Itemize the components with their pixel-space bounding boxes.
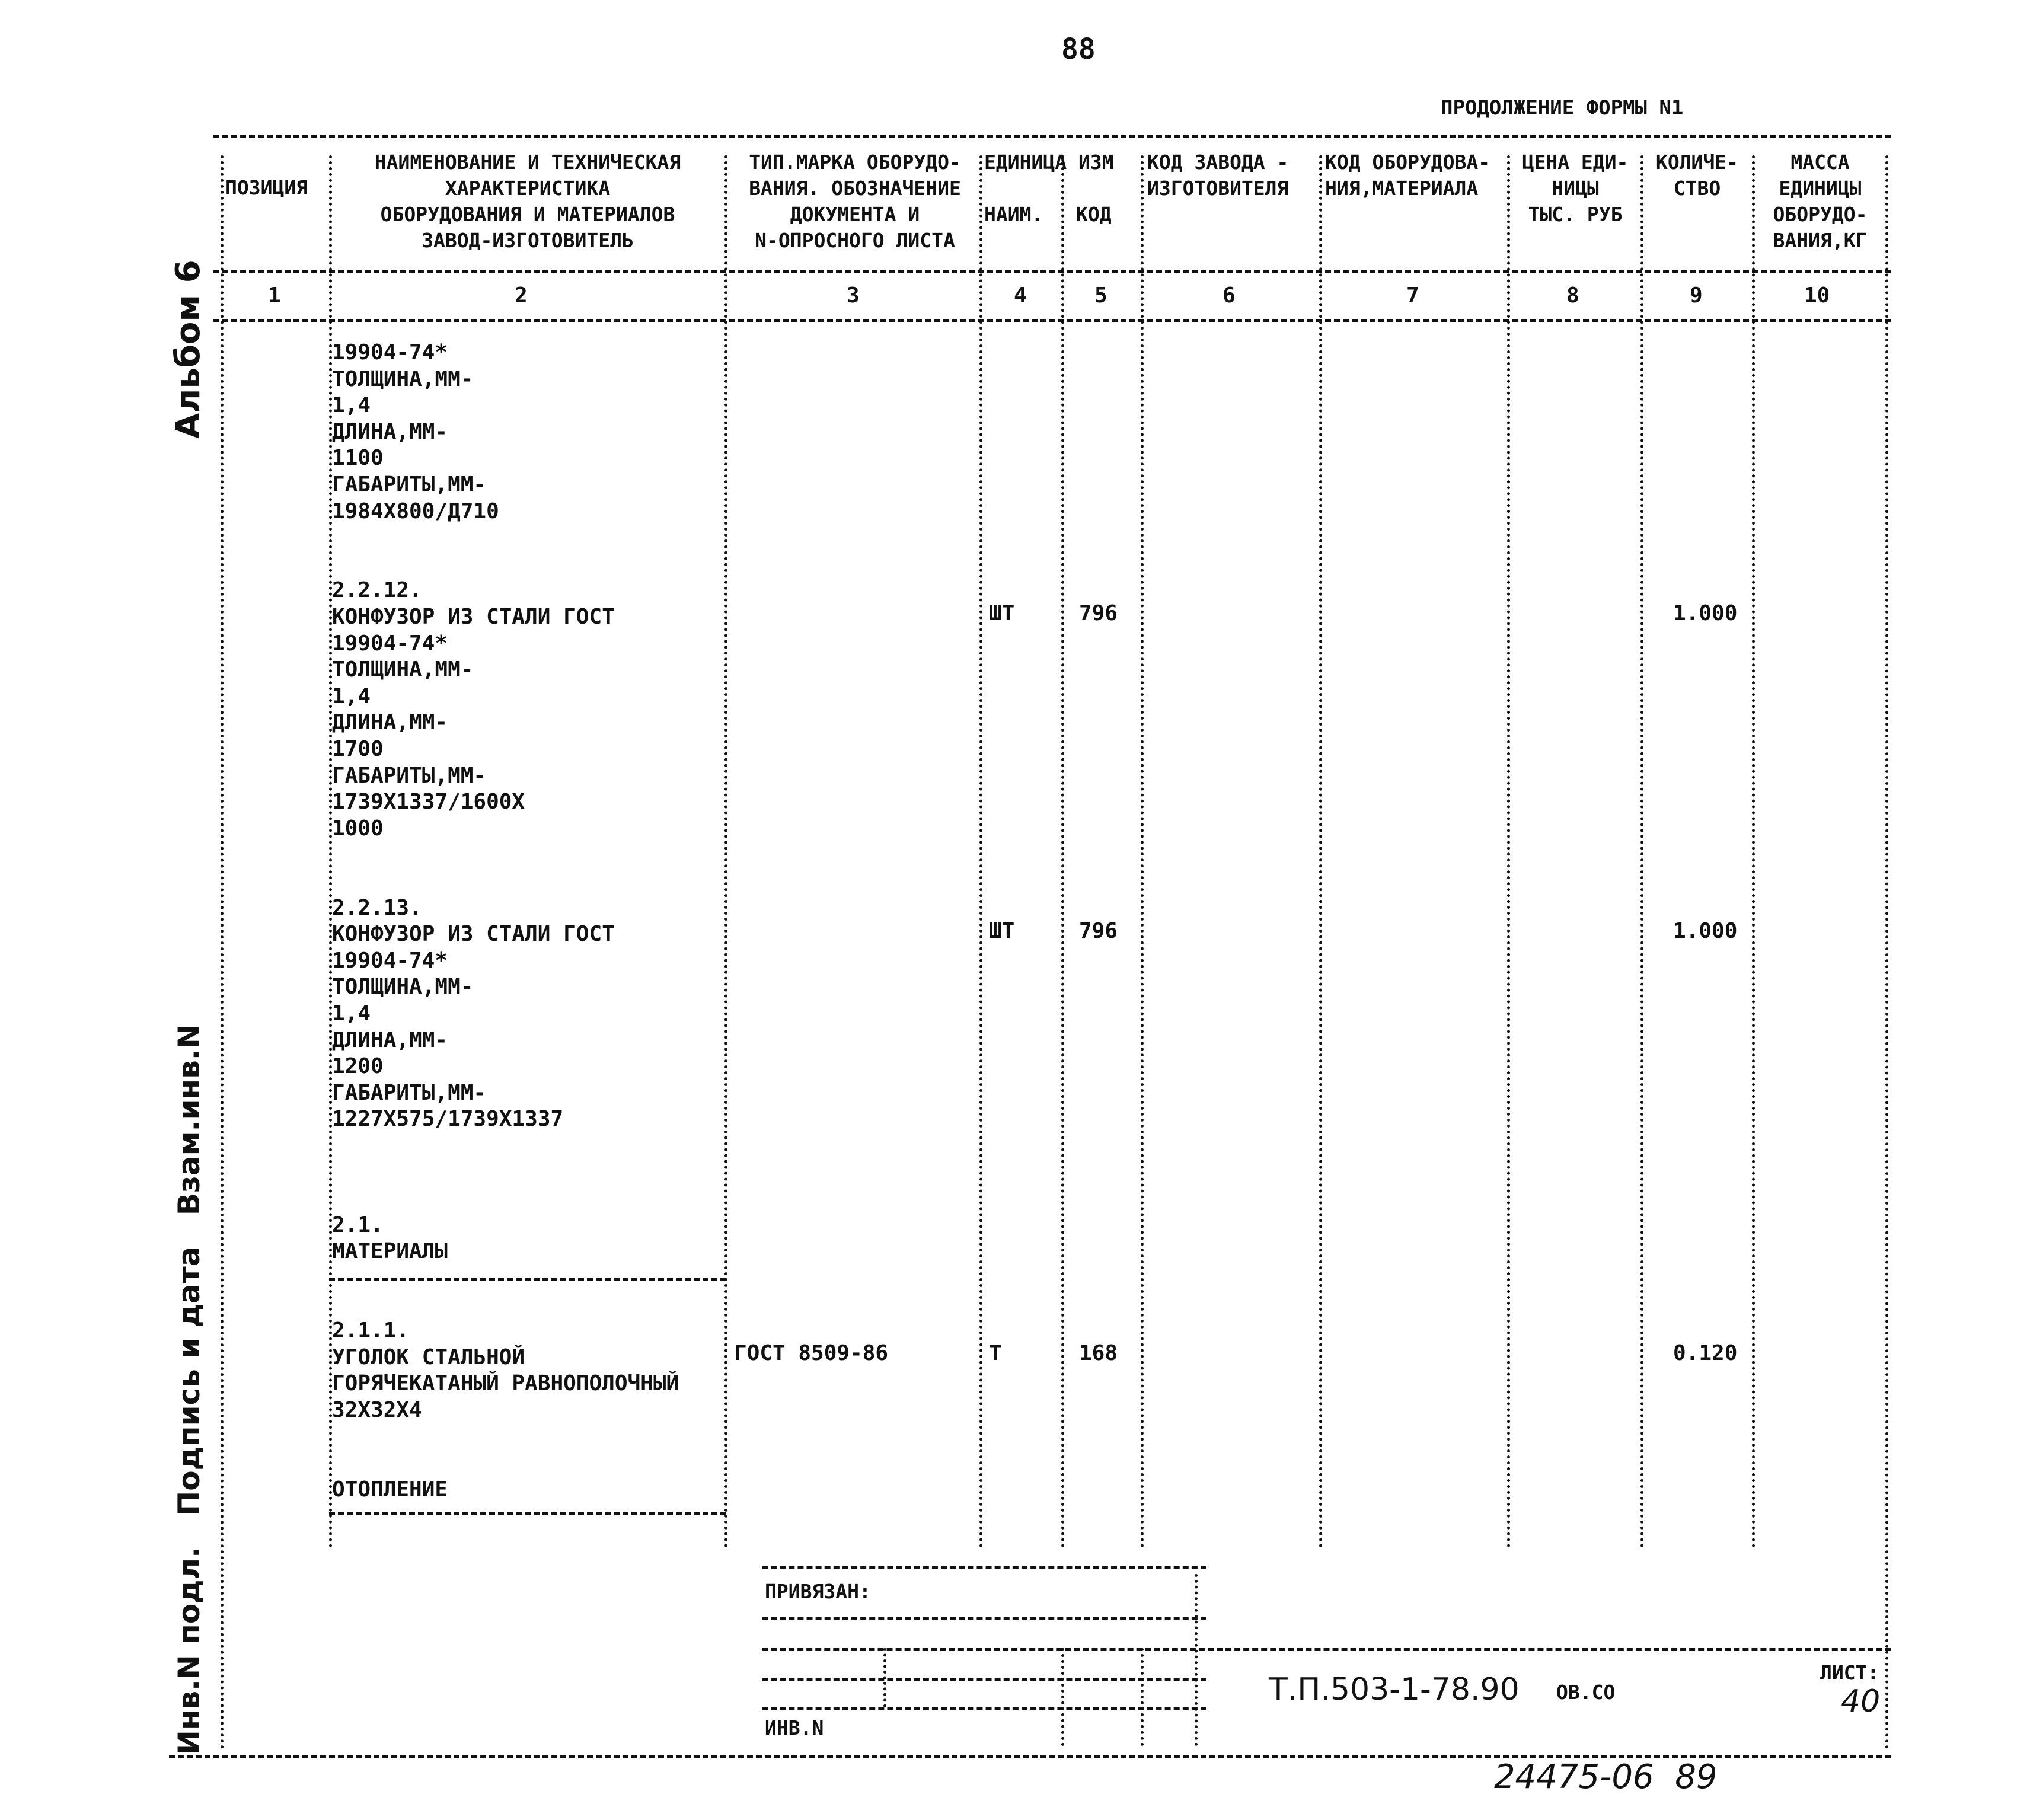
header-factory-code: КОД ЗАВОДА - ИЗГОТОВИТЕЛЯ [1147, 151, 1289, 200]
col-number-4: 4 [1014, 283, 1027, 308]
col2-line: 1739Х1337/1600Х [332, 790, 525, 815]
stamp-privyazan: ПРИВЯЗАН: [765, 1580, 871, 1603]
col2-line: 2.2.13. [332, 895, 422, 920]
col2-line: 1227Х575/1739Х1337 [332, 1107, 564, 1132]
stamp-sheet-number: 40 [1841, 1684, 1881, 1719]
stamp-sep-d [883, 1648, 886, 1707]
col-sep-6 [1319, 155, 1322, 1548]
stamp-rule-4 [762, 1678, 1206, 1681]
col-sep-5 [1141, 155, 1144, 1548]
col2-line: 1700 [332, 737, 384, 761]
footer-handwritten-number: 24475-06 89 [1494, 1758, 1718, 1796]
stamp-sep-c [1141, 1648, 1144, 1746]
page-number: 88 [1061, 33, 1096, 66]
stamp-rule-2 [762, 1617, 1206, 1620]
col-number-5: 5 [1094, 283, 1107, 308]
entry3-unit: Т [989, 1341, 1002, 1365]
col2-line: 1000 [332, 816, 384, 841]
col-number-7: 7 [1406, 283, 1419, 308]
entry1-qty: 1.000 [1673, 601, 1738, 625]
entry3-code: 168 [1079, 1341, 1118, 1365]
col-number-10: 10 [1804, 283, 1830, 308]
col2-line: 2.1. [332, 1212, 384, 1237]
col2-line: 19904-74* [332, 631, 448, 656]
col2-line: 1100 [332, 446, 384, 471]
col-number-2: 2 [515, 283, 528, 308]
entry3-doc: ГОСТ 8509-86 [734, 1341, 889, 1365]
col-sep-4 [1061, 155, 1064, 1548]
col2-line: 1,4 [332, 393, 371, 418]
col2-line: 1,4 [332, 684, 371, 708]
entry1-unit: ШТ [989, 601, 1015, 625]
stamp-sep-b [1061, 1648, 1064, 1746]
entry2-qty: 1.000 [1673, 919, 1738, 943]
col-sep-0 [221, 155, 224, 1750]
header-bottom-rule [213, 270, 1891, 273]
header-price: ЦЕНА ЕДИ- НИЦЫ ТЫС. РУБ [1522, 151, 1629, 226]
side-stamp-label: Инв.N подл. Подпись и дата Взам.инв.N [172, 1024, 206, 1755]
col2-line: ТОЛЩИНА,ММ- [332, 366, 474, 391]
col2-line: 1,4 [332, 1001, 371, 1026]
col2-line: КОНФУЗОР ИЗ СТАЛИ ГОСТ [332, 605, 615, 629]
col-sep-3 [979, 155, 982, 1548]
col-sep-9 [1752, 155, 1755, 1548]
col2-line: 1200 [332, 1054, 384, 1079]
stamp-sheet-label: ЛИСТ: [1820, 1661, 1879, 1684]
col-number-3: 3 [847, 283, 860, 308]
col2-line: ГАБАРИТЫ,ММ- [332, 1080, 487, 1105]
stamp-doc-code: Т.П.503-1-78.90 [1269, 1672, 1520, 1707]
header-unit-name: НАИМ. [984, 203, 1043, 226]
col2-line: ОТОПЛЕНИЕ [332, 1477, 448, 1502]
stamp-doc-suffix: ОВ.СО [1556, 1681, 1616, 1704]
col-sep-10 [1885, 155, 1888, 1750]
header-name: НАИМЕНОВАНИЕ И ТЕХНИЧЕСКАЯ ХАРАКТЕРИСТИКА ОБОРУДОВАНИЯ И МАТЕРИАЛОВ ЗАВОД-ИЗГОТОВИТЕЛЬ [374, 151, 681, 252]
header-mass: МАССА ЕДИНИЦЫ ОБОРУДО- ВАНИЯ,КГ [1773, 151, 1868, 252]
heating-underline [329, 1512, 726, 1515]
materials-underline [329, 1278, 726, 1281]
col2-line: ТОЛЩИНА,ММ- [332, 975, 474, 1000]
col-sep-8 [1640, 155, 1643, 1548]
header-unit: ЕДИНИЦА ИЗМ [984, 151, 1114, 174]
col2-line: 1984Х800/Д710 [332, 499, 499, 523]
column-number-rule [213, 319, 1891, 322]
entry3-qty: 0.120 [1673, 1341, 1738, 1365]
entry2-unit: ШТ [989, 919, 1015, 943]
stamp-rule-5 [762, 1707, 1206, 1710]
entry2-code: 796 [1079, 919, 1118, 943]
col-number-6: 6 [1223, 283, 1236, 308]
header-type: ТИП.МАРКА ОБОРУДО- ВАНИЯ. ОБОЗНАЧЕНИЕ ДОКУМЕНТА И N-ОПРОСНОГО ЛИСТА [749, 151, 961, 252]
col2-line: ГАБАРИТЫ,ММ- [332, 763, 487, 788]
col-sep-2 [724, 155, 727, 1548]
col2-line: ГОРЯЧЕКАТАНЫЙ РАВНОПОЛОЧНЫЙ [332, 1371, 679, 1396]
col2-line: 19904-74* [332, 948, 448, 973]
col2-line: 2.1.1. [332, 1318, 410, 1343]
header-equipment-code: КОД ОБОРУДОВА- НИЯ,МАТЕРИАЛА [1325, 151, 1490, 200]
header-unit-code: КОД [1076, 203, 1112, 226]
col-number-1: 1 [268, 283, 281, 308]
entry1-code: 796 [1079, 601, 1118, 625]
col2-line: ДЛИНА,ММ- [332, 419, 448, 444]
col2-line: ДЛИНА,ММ- [332, 1027, 448, 1052]
col-number-9: 9 [1690, 283, 1703, 308]
form-caption: ПРОДОЛЖЕНИЕ ФОРМЫ N1 [1441, 96, 1684, 120]
col-sep-7 [1507, 155, 1510, 1548]
header-quantity: КОЛИЧЕ- СТВО [1655, 151, 1739, 200]
col2-line: КОНФУЗОР ИЗ СТАЛИ ГОСТ [332, 922, 615, 947]
col2-line: ДЛИНА,ММ- [332, 710, 448, 735]
col2-line: 2.2.12. [332, 578, 422, 603]
side-album-label: Альбом 6 [169, 260, 208, 439]
col2-line: МАТЕРИАЛЫ [332, 1239, 448, 1264]
header-position: ПОЗИЦИЯ [225, 176, 308, 199]
col2-line: УГОЛОК СТАЛЬНОЙ [332, 1345, 525, 1369]
col2-line: ГАБАРИТЫ,ММ- [332, 472, 487, 497]
col2-line: 19904-74* [332, 340, 448, 365]
stamp-top-rule [762, 1566, 1206, 1569]
stamp-rule-3 [762, 1648, 1891, 1651]
col-number-8: 8 [1566, 283, 1579, 308]
stamp-sep-a [1195, 1574, 1198, 1746]
col2-line: ТОЛЩИНА,ММ- [332, 657, 474, 682]
col2-line: 32Х32Х4 [332, 1398, 422, 1422]
stamp-inv: ИНВ.N [765, 1716, 824, 1739]
table-top-rule [213, 135, 1891, 138]
